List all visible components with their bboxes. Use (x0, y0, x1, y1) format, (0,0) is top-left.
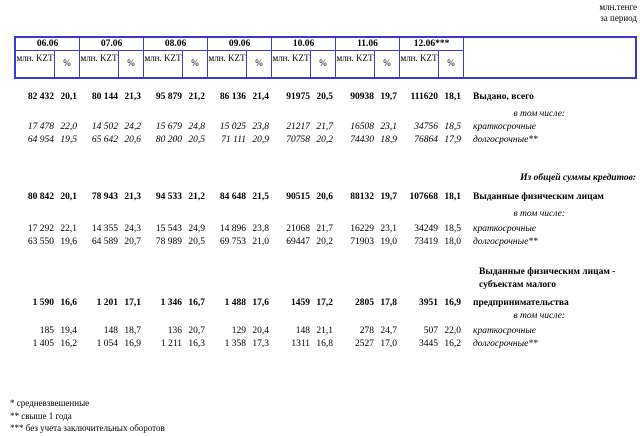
amount-value: 76864 (414, 135, 438, 145)
unit-note (599, 2, 637, 24)
percent-value: 16,8 (316, 339, 333, 349)
amount-value: 1 488 (224, 298, 246, 308)
percent-value: 21,2 (188, 92, 205, 102)
percent-value: 19,4 (60, 326, 77, 336)
date-cell: 09.06 (208, 38, 271, 51)
percent-value: 20,2 (316, 237, 333, 247)
amount-value: 64 954 (27, 135, 54, 145)
spacer (14, 249, 637, 266)
percent-value: 19,7 (380, 192, 397, 202)
amount-value: 1 211 (160, 339, 182, 349)
percent-value: 20,6 (316, 192, 333, 202)
percent-value: 24,2 (124, 122, 141, 132)
header-group (336, 38, 400, 77)
table-row (14, 236, 637, 249)
amount-value: 86 136 (219, 92, 246, 102)
amount-value: 507 (423, 326, 438, 336)
row-label: долгосрочные** (473, 237, 538, 247)
percent-value: 23,1 (380, 122, 397, 132)
amount-value: 64 589 (91, 237, 118, 247)
header-group (272, 38, 336, 77)
amount-value: 80 144 (91, 92, 118, 102)
unit-note-line2: за период (600, 13, 637, 23)
percent-value: 23,1 (380, 224, 397, 234)
amount-value: 17 478 (27, 122, 54, 132)
percent-value: 18,5 (444, 224, 461, 234)
amount-value: 21068 (286, 224, 310, 234)
amount-value: 1311 (291, 339, 310, 349)
percent-value: 16,3 (188, 339, 205, 349)
percent-value: 20,1 (60, 92, 77, 102)
row-label: краткосрочные (473, 224, 537, 234)
unit-percent-cell: % (319, 58, 327, 68)
percent-value: 20,5 (316, 92, 333, 102)
percent-value: 18,1 (444, 92, 461, 102)
amount-value: 80 200 (155, 135, 182, 145)
amount-value: 278 (359, 326, 374, 336)
row-label: Выдано, всего (473, 92, 534, 102)
percent-value: 18,0 (444, 237, 461, 247)
unit-amount-cell: млн. KZT (144, 51, 183, 77)
row-label: краткосрочные (473, 122, 537, 132)
unit-percent-cell: % (383, 58, 391, 68)
amount-value: 14 355 (91, 224, 118, 234)
row-label: долгосрочные** (473, 339, 538, 349)
unit-amount-cell: млн. KZT (80, 51, 119, 77)
percent-value: 22,1 (60, 224, 77, 234)
table-row (14, 325, 637, 338)
amount-value: 63 550 (27, 237, 54, 247)
amount-value: 88132 (350, 192, 374, 202)
amount-value: 94 533 (155, 192, 182, 202)
amount-value: 90938 (350, 92, 374, 102)
unit-percent-cell: % (447, 58, 455, 68)
amount-value: 90515 (286, 192, 310, 202)
amount-value: 2805 (355, 298, 374, 308)
percent-value: 20,6 (124, 135, 141, 145)
amount-value: 15 543 (155, 224, 182, 234)
percent-value: 16,2 (444, 339, 461, 349)
percent-value: 18,5 (444, 122, 461, 132)
unit-percent-cell: % (63, 58, 71, 68)
percent-value: 21,2 (188, 192, 205, 202)
percent-value: 20,1 (60, 192, 77, 202)
date-cell: 08.06 (144, 38, 207, 51)
percent-value: 19,0 (380, 237, 397, 247)
amount-value: 73419 (414, 237, 438, 247)
percent-value: 20,9 (252, 135, 269, 145)
amount-value: 69447 (286, 237, 310, 247)
percent-value: 24,7 (380, 326, 397, 336)
amount-value: 148 (295, 326, 310, 336)
spacer (14, 147, 637, 172)
percent-value: 21,4 (252, 92, 269, 102)
percent-value: 23,8 (252, 224, 269, 234)
amount-value: 17 292 (27, 224, 54, 234)
amount-value: 2527 (355, 339, 374, 349)
amount-value: 1 201 (96, 298, 118, 308)
percent-value: 17,9 (444, 135, 461, 145)
percent-value: 21,3 (124, 192, 141, 202)
date-cell: 10.06 (272, 38, 335, 51)
date-cell: 06.06 (16, 38, 79, 51)
amount-value: 78 989 (155, 237, 182, 247)
amount-value: 14 502 (91, 122, 118, 132)
amount-value: 14 896 (219, 224, 246, 234)
percent-value: 21,7 (316, 122, 333, 132)
table-row (14, 121, 637, 134)
credits-table (14, 36, 637, 351)
header-group (400, 38, 464, 77)
table-header (14, 36, 637, 79)
amount-value: 136 (167, 326, 182, 336)
row-label-line: субъектам малого (479, 280, 556, 290)
percent-value: 18,1 (444, 192, 461, 202)
inline-note: в том числе: (513, 311, 565, 321)
percent-value: 22,0 (444, 326, 461, 336)
amount-value: 65 642 (91, 135, 118, 145)
percent-value: 18,7 (124, 326, 141, 336)
amount-value: 1 054 (96, 339, 118, 349)
percent-value: 16,2 (60, 339, 77, 349)
table-row (14, 191, 637, 204)
amount-value: 185 (39, 326, 54, 336)
percent-value: 17,3 (252, 339, 269, 349)
table-row (14, 223, 637, 236)
percent-value: 19,7 (380, 92, 397, 102)
amount-value: 15 679 (155, 122, 182, 132)
amount-value: 15 025 (219, 122, 246, 132)
percent-value: 19,5 (60, 135, 77, 145)
amount-value: 111620 (410, 92, 438, 102)
amount-value: 71903 (350, 237, 374, 247)
amount-value: 1459 (291, 298, 310, 308)
table-row (14, 338, 637, 351)
percent-value: 21,3 (124, 92, 141, 102)
amount-value: 21217 (286, 122, 310, 132)
percent-value: 24,9 (188, 224, 205, 234)
percent-value: 18,9 (380, 135, 397, 145)
table-row (14, 134, 637, 147)
percent-value: 19,6 (60, 237, 77, 247)
percent-value: 24,8 (188, 122, 205, 132)
amount-value: 107668 (409, 192, 438, 202)
table-row (14, 91, 637, 104)
amount-value: 1 358 (224, 339, 246, 349)
row-label: предпринимательства (473, 298, 569, 308)
row-label-line: Выданные физическим лицам - (479, 267, 616, 277)
amount-value: 78 943 (91, 192, 118, 202)
table-row (14, 297, 637, 310)
amount-value: 34249 (414, 224, 438, 234)
unit-amount-cell: млн. KZT (272, 51, 311, 77)
table-body (14, 79, 637, 351)
percent-value: 21,1 (316, 326, 333, 336)
amount-value: 95 879 (155, 92, 182, 102)
footnote-1: * средневзвешенные (10, 398, 90, 408)
row-label: долгосрочные** (473, 135, 538, 145)
row-label: краткосрочные (473, 326, 537, 336)
header-group (144, 38, 208, 77)
date-cell: 07.06 (80, 38, 143, 51)
header-group (16, 38, 80, 77)
unit-note-line1: млн.тенге (599, 2, 637, 12)
percent-value: 20,7 (124, 237, 141, 247)
percent-value: 17,0 (380, 339, 397, 349)
percent-value: 16,7 (188, 298, 205, 308)
percent-value: 21,0 (252, 237, 269, 247)
percent-value: 17,1 (124, 298, 141, 308)
percent-value: 20,4 (252, 326, 269, 336)
spacer (14, 79, 637, 91)
percent-value: 20,7 (188, 326, 205, 336)
amount-value: 84 648 (219, 192, 246, 202)
percent-value: 20,5 (188, 135, 205, 145)
unit-percent-cell: % (127, 58, 135, 68)
percent-value: 20,2 (316, 135, 333, 145)
header-label-column (464, 38, 635, 77)
percent-value: 22,0 (60, 122, 77, 132)
footnote-3: *** без учета заключительных оборотов (10, 423, 165, 433)
unit-amount-cell: млн. KZT (336, 51, 375, 77)
amount-value: 82 432 (27, 92, 54, 102)
amount-value: 16508 (350, 122, 374, 132)
amount-value: 71 111 (221, 135, 246, 145)
unit-amount-cell: млн. KZT (16, 51, 55, 77)
percent-value: 20,5 (188, 237, 205, 247)
amount-value: 80 842 (27, 192, 54, 202)
amount-value: 3951 (419, 298, 438, 308)
inline-note: в том числе: (513, 209, 565, 219)
amount-value: 91975 (286, 92, 310, 102)
row-label: Выданные физическим лицам (473, 192, 604, 202)
inline-note: в том числе: (513, 109, 565, 119)
unit-percent-cell: % (255, 58, 263, 68)
percent-value: 16,9 (124, 339, 141, 349)
unit-amount-cell: млн. KZT (400, 51, 439, 77)
amount-value: 129 (231, 326, 246, 336)
percent-value: 16,6 (60, 298, 77, 308)
amount-value: 74430 (350, 135, 374, 145)
amount-value: 70758 (286, 135, 310, 145)
footnotes (10, 397, 165, 435)
amount-value: 3445 (419, 339, 438, 349)
section-note: Из общей суммы кредитов: (520, 173, 636, 183)
amount-value: 34756 (414, 122, 438, 132)
footnote-2: ** свыше 1 года (10, 410, 72, 421)
percent-value: 17,2 (316, 298, 333, 308)
unit-percent-cell: % (191, 58, 199, 68)
header-group (80, 38, 144, 77)
percent-value: 21,7 (316, 224, 333, 234)
percent-value: 17,6 (252, 298, 269, 308)
amount-value: 1 590 (32, 298, 54, 308)
percent-value: 21,5 (252, 192, 269, 202)
header-group (208, 38, 272, 77)
amount-value: 148 (103, 326, 118, 336)
percent-value: 24,3 (124, 224, 141, 234)
percent-value: 23,8 (252, 122, 269, 132)
date-cell: 11.06 (336, 38, 399, 51)
date-cell: 12.06*** (400, 38, 463, 51)
percent-value: 16,9 (444, 298, 461, 308)
amount-value: 16229 (350, 224, 374, 234)
unit-amount-cell: млн. KZT (208, 51, 247, 77)
amount-value: 69 753 (219, 237, 246, 247)
amount-value: 1 405 (32, 339, 54, 349)
amount-value: 1 346 (160, 298, 182, 308)
percent-value: 17,8 (380, 298, 397, 308)
